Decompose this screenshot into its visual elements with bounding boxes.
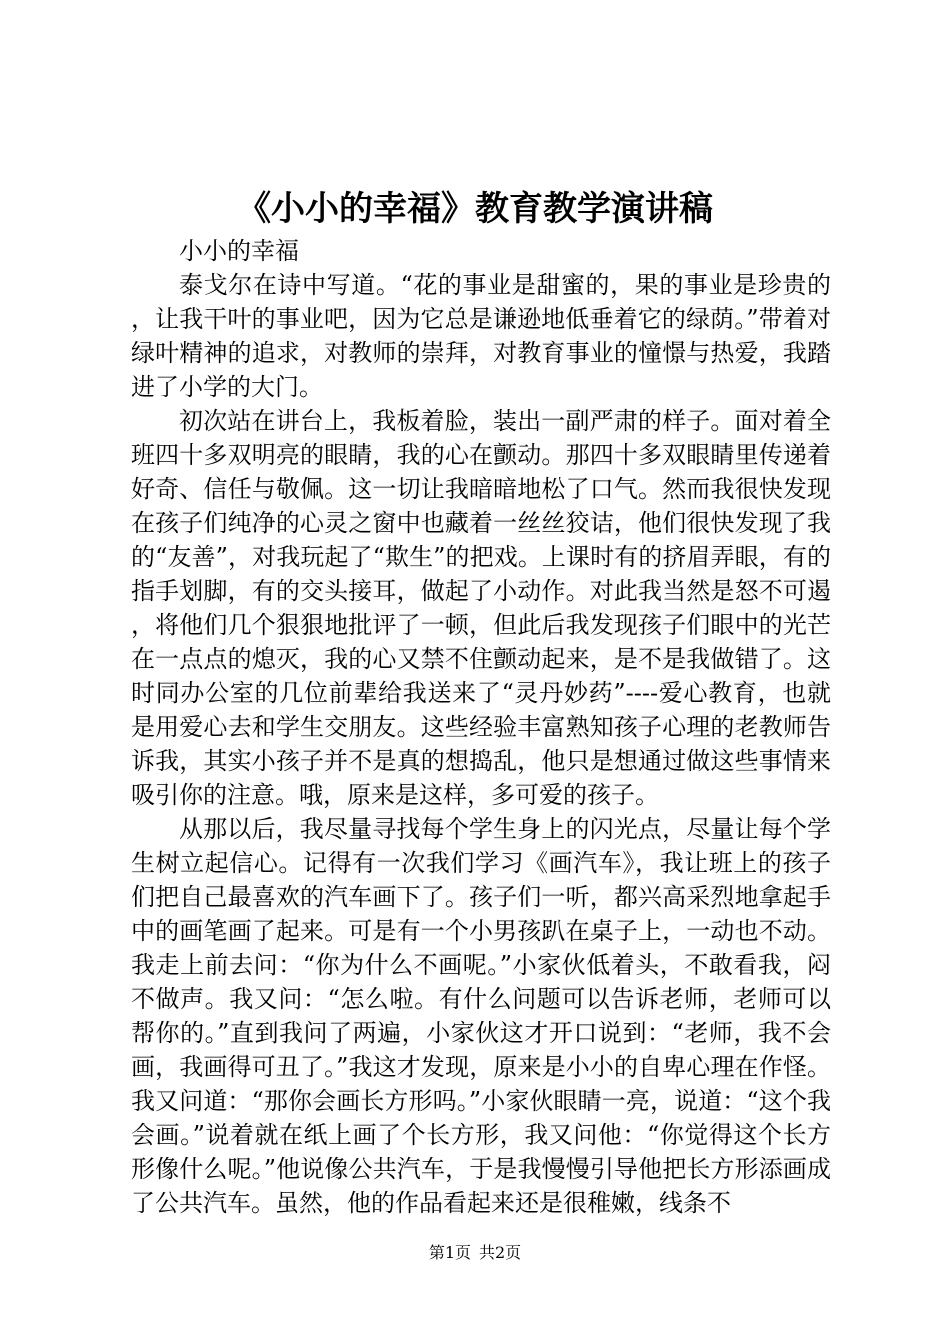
- paragraph: 泰戈尔在诗中写道。“花的事业是甜蜜的，果的事业是珍贵的，让我干叶的事业吧，因为它总是谦逊地低垂着它的绿荫。”带着对绿叶精神的追求，对教师的崇拜，对教育事业的憧憬与热爱，我踏进了小学的大门。: [131, 271, 831, 401]
- paragraph: 从那以后，我尽量寻找每个学生身上的闪光点，尽量让每个学生树立起信心。记得有一次我们学习《画汽车》，我让班上的孩子们把自己最喜欢的汽车画下了。孩子们一听，都兴高采烈地拿起手中的画笔画了起来。可是有一个小男孩趴在桌子上，一动也不动。我走上前去问：“你为什么不画呢。”小家伙低着头，不敢看我，闷不做声。我又问：“怎么啦。有什么问题可以告诉老师，老师可以帮你的。”直到我问了两遍，小家伙这才开口说到：“老师，我不会画，我画得可丑了。”我这才发现，原来是小小的自卑心理在作怪。我又问道：“那你会画长方形吗。”小家伙眼睛一亮，说道：“这个我会画。”说着就在纸上画了个长方形，我又问他：“你觉得这个长方形像什么呢。”他说像公共汽车，于是我慢慢引导他把长方形添画成了公共汽车。虽然，他的作品看起来还是很稚嫩，线条不: [131, 815, 831, 1217]
- paragraph-subtitle: 小小的幸福: [179, 237, 299, 265]
- document-body: [131, 234, 831, 1220]
- page-footer: [0, 1242, 950, 1264]
- paragraph: 初次站在讲台上，我板着脸，装出一副严肃的样子。面对着全班四十多双明亮的眼睛，我的心在颤动。那四十多双眼睛里传递着好奇、信任与敬佩。这一切让我暗暗地松了口气。然而我很快发现在孩子们纯净的心灵之窗中也藏着一丝丝狡诘，他们很快发现了我的“友善”，对我玩起了“欺生”的把戏。上课时有的挤眉弄眼，有的指手划脚，有的交头接耳，做起了小动作。对此我当然是怒不可遏，将他们几个狠狠地批评了一顿，但此后我发现孩子们眼中的光芒在一点点的熄灭，我的心又禁不住颤动起来，是不是我做错了。这时同办公室的几位前辈给我送来了“灵丹妙药”----爱心教育，也就是用爱心去和学生交朋友。这些经验丰富熟知孩子心理的老教师告诉我，其实小孩子并不是真的想捣乱，他只是想通过做这些事情来吸引你的注意。哦，原来是这样，多可爱的孩子。: [131, 407, 831, 809]
- page-total: 共2页: [479, 1243, 522, 1262]
- document-title: 《小小的幸福》教育教学演讲稿: [237, 189, 713, 229]
- page-number: 第1页: [428, 1243, 471, 1262]
